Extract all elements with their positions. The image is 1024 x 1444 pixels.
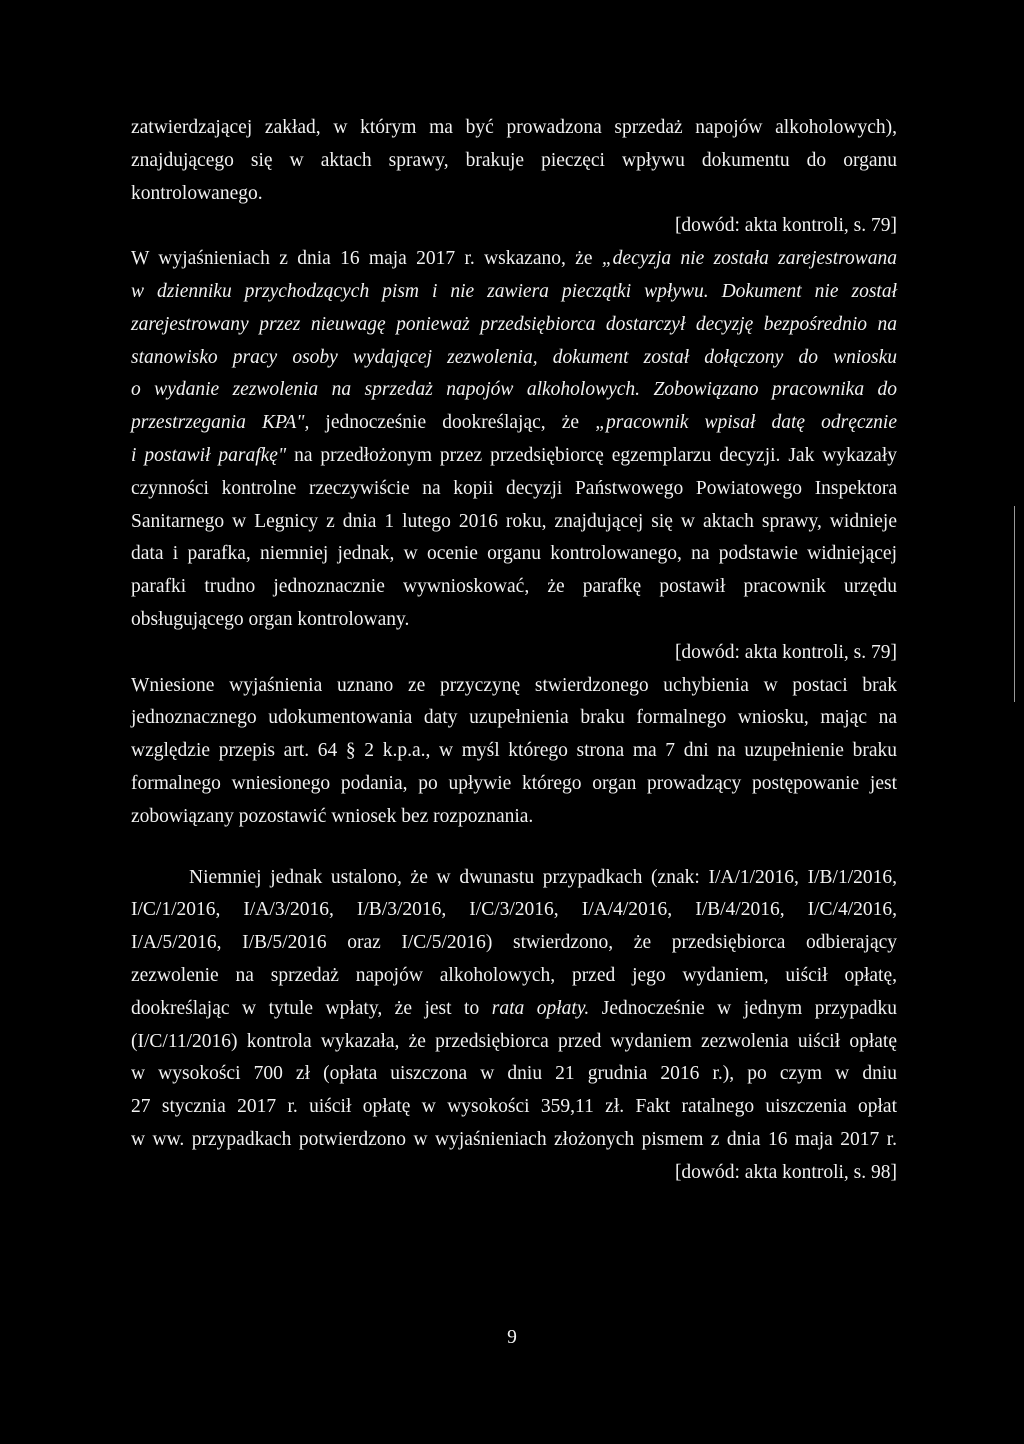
text-line (131, 571, 897, 604)
quoted-text: przestrzegania KPA", (131, 412, 310, 434)
paragraph-gap (131, 834, 897, 862)
text-line (131, 670, 897, 703)
text-line (131, 374, 897, 407)
quoted-text: zarejestrowany przez nieuwagę ponieważ przedsiębiorca dostarczył decyzję bezpośrednio na (131, 313, 897, 335)
text-run: Niemniej jednak ustalono, że w dwunastu przypadkach (znak: I/A/1/2016, I/B/1/2016, (189, 866, 897, 888)
text-line (131, 960, 897, 993)
text-run: kontrolowanego. (131, 182, 263, 204)
text-line (131, 735, 897, 768)
text-run: [dowód: akta kontroli, s. 79] (674, 215, 897, 237)
text-line (131, 506, 897, 539)
quoted-text: o wydanie zezwolenia na sprzedaż napojów alkoholowych. Zobowiązano pracownika do (131, 379, 897, 401)
text-run: (I/C/11/2016) kontrola wykazała, że przedsiębiorca przed wydaniem zezwolenia uiścił opłatę (131, 1030, 897, 1052)
quoted-text: w dzienniku przychodzących pism i nie zawiera pieczątki wpływu. Dokument nie został (131, 280, 897, 302)
text-line (131, 768, 897, 801)
text-line (131, 702, 897, 735)
text-line (131, 1124, 897, 1157)
page-number: 9 (507, 1327, 517, 1348)
quoted-text: „decyzja nie została zarejestrowana (601, 248, 897, 270)
text-line (131, 178, 897, 211)
quoted-text: „pracownik wpisał datę odręcznie (595, 412, 897, 434)
text-line (131, 993, 897, 1026)
text-line (131, 538, 897, 571)
text-run: zezwolenie na sprzedaż napojów alkoholowych, przed jego wydaniem, uiścił opłatę, (131, 964, 897, 986)
text-run: zobowiązany pozostawić wniosek bez rozpoznania. (131, 805, 534, 827)
text-run: Jednocześnie w jednym przypadku (589, 997, 898, 1019)
text-run: na przedłożonym przez przedsiębiorcę egzemplarzu decyzji. Jak wykazały (286, 444, 897, 466)
text-line (131, 440, 897, 473)
text-run: obsługującego organ kontrolowany. (131, 608, 410, 630)
text-line (131, 407, 897, 440)
evidence-reference (131, 1157, 897, 1190)
text-run: znajdującego się w aktach sprawy, brakuje pieczęci wpływu dokumentu do organu (131, 149, 897, 171)
text-run: Wniesione wyjaśnienia uznano ze przyczynę stwierdzonego uchybienia w postaci brak (131, 674, 897, 696)
document-body (131, 112, 897, 1190)
text-run: W wyjaśnieniach z dnia 16 maja 2017 r. wskazano, że (131, 248, 602, 270)
text-line (131, 927, 897, 960)
quoted-text: rata opłaty. (491, 997, 590, 1019)
text-line (131, 473, 897, 506)
text-run: w wysokości 700 zł (opłata uiszczona w dniu 21 grudnia 2016 r.), po czym w dniu (131, 1063, 897, 1085)
text-run: formalnego wniesionego podania, po upływie którego organ prowadzący postępowanie jest (131, 772, 897, 794)
scan-edge-line (1014, 506, 1015, 702)
text-run: jednocześnie dookreślając, że (309, 412, 596, 434)
text-line (131, 145, 897, 178)
text-run: w ww. przypadkach potwierdzono w wyjaśnieniach złożonych pismem z dnia 16 maja 2017 r. (131, 1128, 897, 1150)
text-line (131, 112, 897, 145)
text-line (131, 1058, 897, 1091)
text-run: [dowód: akta kontroli, s. 79] (674, 641, 897, 663)
text-line (131, 1026, 897, 1059)
text-run: 27 stycznia 2017 r. uiścił opłatę w wysokości 359,11 zł. Fakt ratalnego uiszczenia opłat (131, 1096, 897, 1118)
text-line (131, 342, 897, 375)
text-run: względzie przepis art. 64 § 2 k.p.a., w myśl którego strona ma 7 dni na uzupełnienie braku (131, 740, 897, 762)
text-run: Sanitarnego w Legnicy z dnia 1 lutego 2016 roku, znajdującej się w aktach sprawy, widnieje (131, 510, 897, 532)
text-line (131, 801, 897, 834)
text-run: I/A/5/2016, I/B/5/2016 oraz I/C/5/2016) stwierdzono, że przedsiębiorca odbierający (131, 932, 897, 954)
text-line (131, 309, 897, 342)
text-line (131, 243, 897, 276)
text-run: jednoznacznego udokumentowania daty uzupełnienia braku formalnego wniosku, mając na (131, 707, 897, 729)
text-run: I/C/1/2016, I/A/3/2016, I/B/3/2016, I/C/3/2016, I/A/4/2016, I/B/4/2016, I/C/4/2016, (131, 899, 897, 921)
text-run: czynności kontrolne rzeczywiście na kopii decyzji Państwowego Powiatowego Inspektora (131, 477, 897, 499)
text-line (131, 1091, 897, 1124)
text-run: data i parafka, niemniej jednak, w ocenie organu kontrolowanego, na podstawie widniejącej (131, 543, 897, 565)
text-line (131, 604, 897, 637)
text-line (131, 862, 897, 895)
quoted-text: i postawił parafkę" (131, 444, 287, 466)
evidence-reference (131, 210, 897, 243)
text-run: zatwierdzającej zakład, w którym ma być prowadzona sprzedaż napojów alkoholowych), (131, 117, 897, 138)
text-run: dookreślając w tytule wpłaty, że jest to (131, 997, 492, 1019)
text-line (131, 894, 897, 927)
text-run: [dowód: akta kontroli, s. 98] (674, 1161, 897, 1183)
text-run: parafki trudno jednoznacznie wywnioskować, że parafkę postawił pracownik urzędu (131, 576, 897, 598)
quoted-text: stanowisko pracy osoby wydającej zezwolenia, dokument został dołączony do wniosku (131, 346, 897, 368)
text-line (131, 276, 897, 309)
evidence-reference (131, 637, 897, 670)
